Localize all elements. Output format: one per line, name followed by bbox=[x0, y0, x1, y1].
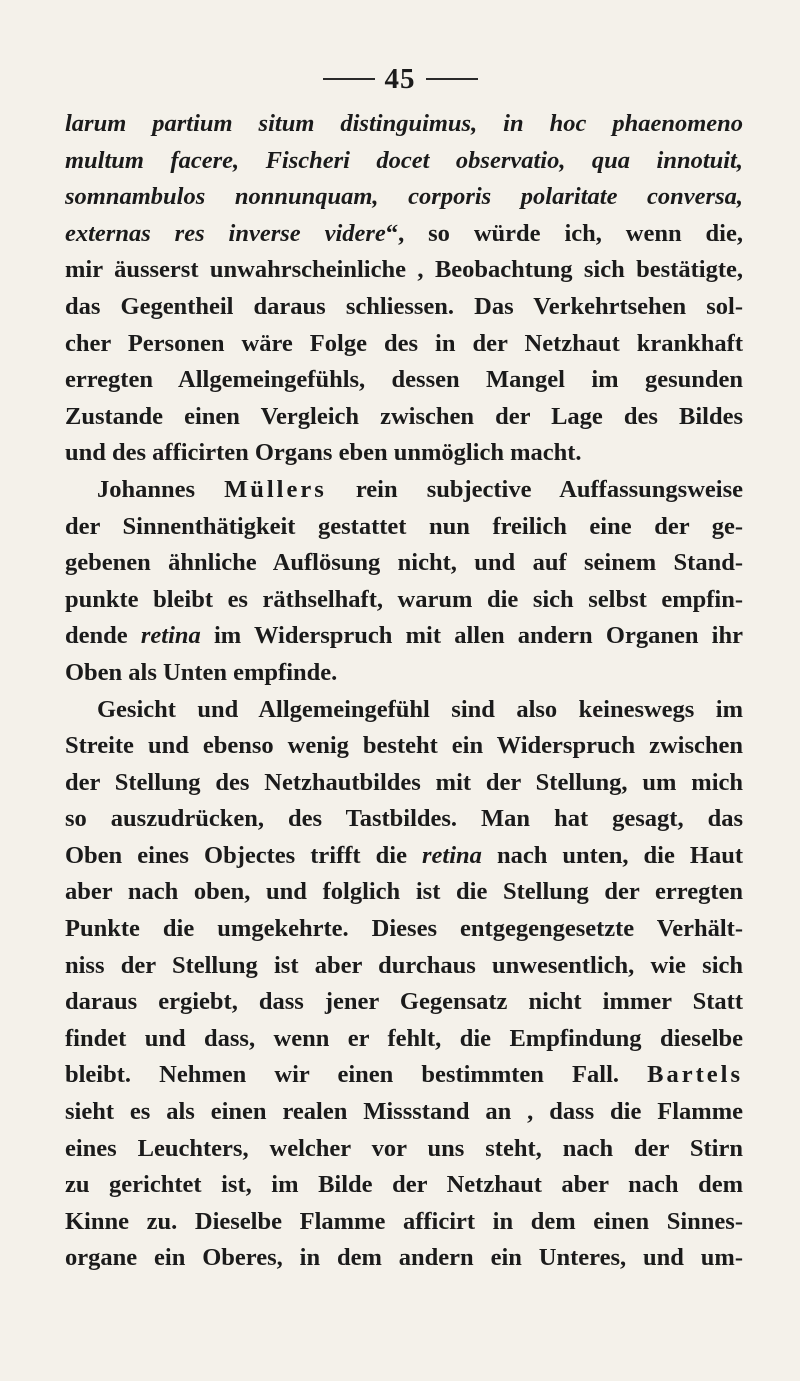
text-line bbox=[65, 948, 743, 985]
text-line bbox=[65, 728, 743, 765]
text-line bbox=[65, 838, 743, 875]
text-line bbox=[65, 801, 743, 838]
author-name: Müllers bbox=[224, 475, 327, 503]
text-segment: sieht es als einen realen Missstand an , dass die Flamme bbox=[65, 1098, 743, 1126]
text-segment: zu gerichtet ist, im Bilde der Netzhaut aber nach dem bbox=[65, 1171, 743, 1199]
text-segment: mir äusserst unwahrscheinliche , Beobachtung sich bestätigte, bbox=[65, 256, 743, 284]
text-line bbox=[65, 1240, 743, 1277]
text-segment: findet und dass, wenn er fehlt, die Empfindung dieselbe bbox=[65, 1024, 743, 1052]
text-segment: der Stellung des Netzhautbildes mit der Stellung, um mich bbox=[65, 768, 743, 796]
text-segment: und des afficirten Organs eben unmöglich macht. bbox=[65, 439, 582, 467]
text-segment: Streite und ebenso wenig besteht ein Widerspruch zwischen bbox=[65, 732, 743, 760]
text-segment: multum facere, Fischeri docet observatio, qua innotuit, bbox=[65, 146, 743, 174]
text-line bbox=[65, 1021, 743, 1058]
text-segment: cher Personen wäre Folge des in der Netzhaut krankhaft bbox=[65, 329, 743, 357]
text-line bbox=[65, 106, 743, 143]
text-line bbox=[65, 435, 743, 472]
text-line bbox=[65, 289, 743, 326]
text-line bbox=[65, 984, 743, 1021]
text-segment: Kinne zu. Dieselbe Flamme afficirt in dem einen Sinnes- bbox=[65, 1207, 743, 1235]
text-line bbox=[65, 1204, 743, 1241]
text-line bbox=[65, 1057, 743, 1094]
text-segment: Gesicht und Allgemeingefühl sind also keineswegs im bbox=[97, 695, 743, 723]
text-line bbox=[65, 1167, 743, 1204]
text-segment: larum partium situm distinguimus, in hoc phaenomeno bbox=[65, 110, 743, 137]
text-segment: so auszudrücken, des Tastbildes. Man hat gesagt, das bbox=[65, 805, 743, 833]
text-line bbox=[65, 399, 743, 436]
text-line bbox=[65, 655, 743, 692]
text-segment: somnambulos nonnunquam, corporis polaritate conversa, bbox=[65, 183, 743, 211]
text-line bbox=[65, 545, 743, 582]
text-segment: “, so würde ich, wenn die, bbox=[385, 219, 743, 247]
text-segment: daraus ergiebt, dass jener Gegensatz nicht immer Statt bbox=[65, 988, 743, 1016]
text-line bbox=[65, 874, 743, 911]
page-header bbox=[0, 64, 800, 94]
text-segment: erregten Allgemeingefühls, dessen Mangel im gesunden bbox=[65, 366, 743, 394]
text-line bbox=[65, 509, 743, 546]
text-line bbox=[65, 692, 743, 729]
text-segment: das Gegentheil daraus schliessen. Das Verkehrtsehen sol- bbox=[65, 292, 743, 320]
text-line bbox=[65, 179, 743, 216]
text-line bbox=[65, 472, 743, 509]
text-segment: externas res inverse videre bbox=[65, 219, 386, 247]
text-line bbox=[65, 252, 743, 289]
text-segment: dende bbox=[65, 622, 141, 650]
text-line bbox=[65, 1094, 743, 1131]
text-segment: Punkte die umgekehrte. Dieses entgegengesetzte Verhält- bbox=[65, 915, 743, 943]
text-segment: rein subjective Auffassungsweise bbox=[326, 475, 743, 503]
text-segment: gebenen ähnliche Auflösung nicht, und auf seinem Stand- bbox=[65, 549, 743, 577]
header-rule-right bbox=[426, 78, 478, 80]
text-segment: punkte bleibt es räthselhaft, warum die sich selbst empfin- bbox=[65, 585, 743, 613]
text-line bbox=[65, 618, 743, 655]
text-segment: Oben als Unten empfinde. bbox=[65, 658, 338, 686]
text-segment: Zustande einen Vergleich zwischen der Lage des Bildes bbox=[65, 402, 743, 430]
header-rule-left bbox=[323, 78, 375, 80]
author-name: Bartels bbox=[647, 1061, 743, 1089]
text-segment: organe ein Oberes, in dem andern ein Unteres, und um- bbox=[65, 1244, 743, 1272]
text-line bbox=[65, 1131, 743, 1168]
text-line bbox=[65, 216, 743, 253]
text-segment: eines Leuchters, welcher vor uns steht, nach der Stirn bbox=[65, 1134, 743, 1162]
text-segment: Johannes bbox=[97, 475, 225, 503]
text-segment: aber nach oben, und folglich ist die Stellung der erregten bbox=[65, 878, 743, 906]
text-segment: nach unten, die Haut bbox=[481, 841, 743, 869]
text-segment: retina bbox=[422, 841, 482, 869]
text-segment: bleibt. Nehmen wir einen bestimmten Fall. bbox=[65, 1061, 648, 1089]
text-segment: Oben eines Objectes trifft die bbox=[65, 841, 423, 869]
text-segment: im Widerspruch mit allen andern Organen ihr bbox=[200, 622, 743, 650]
text-line bbox=[65, 326, 743, 363]
text-segment: der Sinnenthätigkeit gestattet nun freilich eine der ge- bbox=[65, 512, 743, 540]
page-number: 45 bbox=[384, 62, 416, 95]
text-line bbox=[65, 582, 743, 619]
text-line bbox=[65, 765, 743, 802]
text-line bbox=[65, 911, 743, 948]
text-segment: retina bbox=[140, 622, 201, 650]
text-line bbox=[65, 143, 743, 180]
text-segment: niss der Stellung ist aber durchaus unwesentlich, wie sich bbox=[65, 951, 743, 979]
body-text bbox=[65, 106, 743, 1277]
text-line bbox=[65, 362, 743, 399]
